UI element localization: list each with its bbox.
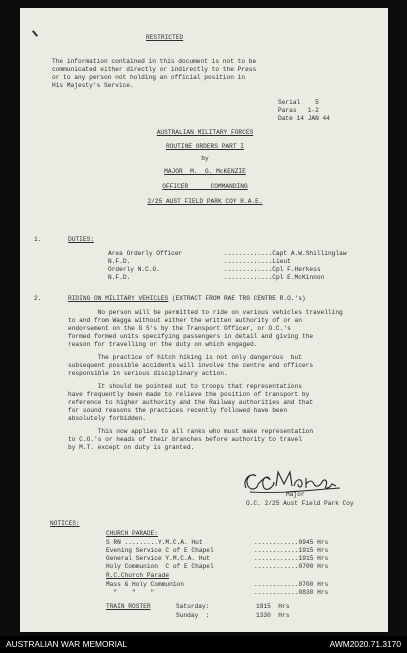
- heading-line-2: ROUTINE ORDERS PART I: [166, 143, 244, 150]
- riding-title-suffix: (EXTRACT FROM RAE TRG CENTRE R.O.'s): [168, 295, 306, 302]
- duties-number: 1.: [34, 236, 42, 243]
- paragraph-line: absolutely forbidden.: [68, 415, 146, 422]
- church-item: S RN .........Y.M.C.A. Hut: [106, 539, 203, 546]
- footer-bar: [0, 636, 407, 653]
- paragraph-line: formed formed units specifying passengers in detail and giving the: [68, 333, 314, 340]
- church-time: ............0945 Hrs: [254, 539, 329, 546]
- notices-title: NOTICES:: [50, 520, 80, 527]
- footer-right-text: AWM2020.71.3170: [329, 639, 401, 649]
- paragraph-line: to and from Wagga without either the written authority of or an: [68, 317, 302, 324]
- riding-heading: [68, 295, 306, 302]
- notice-line-2: communicated either directly or indirectly to the Press: [52, 66, 257, 73]
- paragraph-line: This now applies to all ranks who must make representation: [68, 428, 314, 435]
- rc-time: ............0700 Hrs: [254, 581, 329, 588]
- paragraph-line: reason for travelling or the duty on which engaged.: [68, 341, 258, 348]
- duty-name: .............Capt A.W.Shillinglaw: [224, 250, 347, 257]
- train-day: Saturday:: [176, 603, 210, 610]
- paragraph-line: reference to higher authority and the Railway authorities and that: [68, 399, 314, 406]
- paragraph-line: endorsement on the G S's by the Transport Officer, or O.C.'s: [68, 325, 291, 332]
- church-time: ............1915 Hrs: [254, 555, 329, 562]
- train-time: 1330 Hrs: [256, 612, 290, 619]
- paragraph-line: subsequent possible accidents will involve the centre and officers: [68, 362, 314, 369]
- punch-mark: [32, 30, 38, 37]
- heading-line-1: AUSTRALIAN MILITARY FORCES: [156, 129, 254, 136]
- paragraph-line: It should be pointed out to troops that representations: [68, 383, 302, 390]
- duty-role: N.F.D.: [108, 258, 131, 265]
- church-time: ............0700 Hrs: [254, 563, 329, 570]
- church-time: ............1915 Hrs: [254, 547, 329, 554]
- heading-line-3: by: [201, 155, 209, 162]
- classification-label: RESTRICTED: [146, 34, 184, 41]
- signature-title: O.C. 2/25 Aust Field Park Coy: [246, 500, 354, 507]
- notice-line-1: The information contained in this document is not to be: [52, 58, 257, 65]
- paragraph-line: The practice of hitch hiking is not only dangerous but: [68, 354, 302, 361]
- handwritten-signature: [240, 468, 350, 498]
- duty-role: Area Orderly Officer: [108, 250, 183, 257]
- signature-rank: Major: [286, 491, 305, 498]
- paras-line: Paras 1-2: [278, 107, 319, 114]
- train-day: Sunday :: [176, 612, 210, 619]
- church-parade-title: CHURCH PARADE:: [106, 530, 158, 537]
- heading-line-5: OFFICER COMMANDING: [162, 183, 248, 190]
- church-item: Holy Communion C of E Chapel: [106, 563, 214, 570]
- church-item: General Service Y.M.C.A. Hut: [106, 555, 210, 562]
- heading-line-6: 2/25 AUST FIELD PARK COY R.A.E.: [147, 198, 263, 205]
- riding-number: 2.: [34, 295, 42, 302]
- paragraph-line: to C.O.'s or heads of their branches before authority to travel: [68, 436, 302, 443]
- train-time: 1815 Hrs: [256, 603, 290, 610]
- train-roster-title: TRAIN ROSTER: [106, 603, 151, 610]
- document-page: [20, 8, 388, 632]
- duty-name: .............Lieut: [224, 258, 291, 265]
- serial-line: Serial 5: [278, 99, 319, 106]
- duty-role: Orderly N.C.O.: [108, 266, 160, 273]
- rc-church-title: R.C.Church Parade: [106, 572, 170, 579]
- church-item: Evening Service C of E Chapel: [106, 547, 214, 554]
- rc-time: ............0830 Hrs: [254, 589, 329, 596]
- paragraph-line: responsible in serious disciplinary action.: [68, 370, 228, 377]
- duty-name: .............Cpl F.Herkess: [224, 266, 321, 273]
- paragraph-line: have frequently been made to relieve the position of transport by: [68, 391, 310, 398]
- rc-item: " " ": [106, 589, 155, 596]
- notice-line-4: His Majesty's Service.: [52, 82, 134, 89]
- paragraph-line: by M.T. except on duty is granted.: [68, 444, 195, 451]
- notice-line-3: or to any person not holding an official position in: [52, 74, 246, 81]
- duty-role: N.F.D.: [108, 274, 131, 281]
- duty-name: .............Cpl E.McKinnon: [224, 274, 325, 281]
- rc-item: Mass & Holy Communion: [106, 581, 184, 588]
- duties-title: DUTIES:: [68, 236, 94, 243]
- riding-title: RIDING ON MILITARY VEHICLES: [68, 295, 169, 302]
- date-line: Date 14 JAN 44: [278, 115, 330, 122]
- paragraph-line: for sound reasons the practices recently followed have been: [68, 407, 288, 414]
- footer-left-text: AUSTRALIAN WAR MEMORIAL: [6, 639, 128, 649]
- paragraph-line: No person will be permitted to ride on various vehicles travelling: [68, 309, 343, 316]
- heading-line-4: MAJOR M. G. McKENZIE: [164, 168, 246, 175]
